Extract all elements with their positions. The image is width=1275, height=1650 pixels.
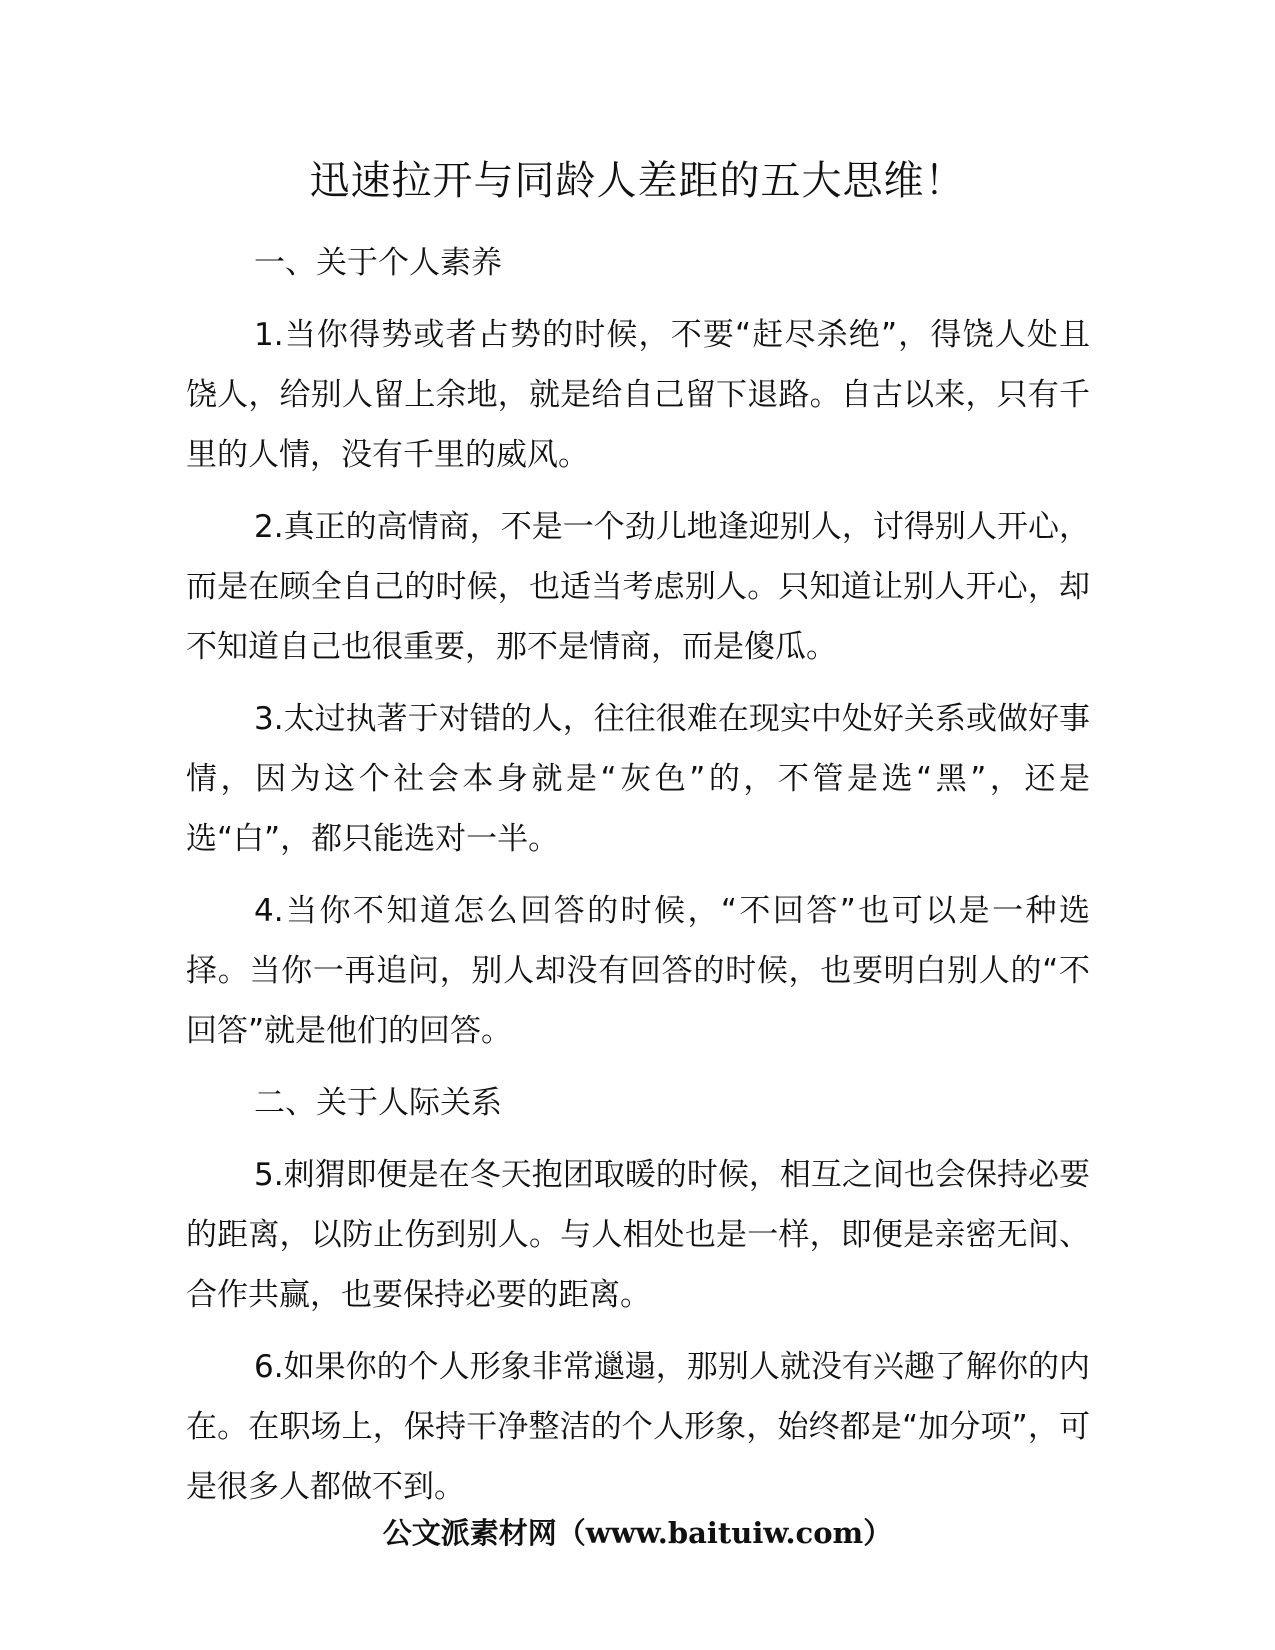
paragraph-4: 4.当你不知道怎么回答的时候，“不回答”也可以是一种选择。当你一再追问，别人却没有回答的时候，也要明白别人的“不回答”就是他们的回答。 — [186, 893, 1090, 1049]
section-heading-relationships: 二、关于人际关系 — [254, 1085, 502, 1121]
paragraph-3: 3.太过执著于对错的人，往往很难在现实中处好关系或做好事情，因为这个社会本身就是“灰色”的，不管是选“黑”，还是选“白”，都只能选对一半。 — [186, 701, 1090, 857]
document-body — [186, 233, 1090, 1529]
section-heading-personal-quality: 一、关于个人素养 — [254, 245, 502, 281]
paragraph-5: 5.刺猬即便是在冬天抱团取暖的时候，相互之间也会保持必要的距离，以防止伤到别人。与人相处也是一样，即便是亲密无间、合作共赢，也要保持必要的距离。 — [186, 1157, 1090, 1313]
paragraph-2: 2.真正的高情商，不是一个劲儿地逢迎别人，讨得别人开心，而是在顾全自己的时候，也适当考虑别人。只知道让别人开心，却不知道自己也很重要，那不是情商，而是傻瓜。 — [186, 509, 1090, 665]
paragraph-6: 6.如果你的个人形象非常邋遢，那别人就没有兴趣了解你的内在。在职场上，保持干净整洁的个人形象，始终都是“加分项”，可是很多人都做不到。 — [186, 1349, 1090, 1505]
footer-source: 公文派素材网（www.baituiw.com） — [382, 1516, 893, 1550]
page-title: 迅速拉开与同龄人差距的五大思维！ — [309, 158, 966, 204]
paragraph-1: 1.当你得势或者占势的时候，不要“赶尽杀绝”，得饶人处且饶人，给别人留上余地，就是给自己留下退路。自古以来，只有千里的人情，没有千里的威风。 — [186, 317, 1090, 473]
